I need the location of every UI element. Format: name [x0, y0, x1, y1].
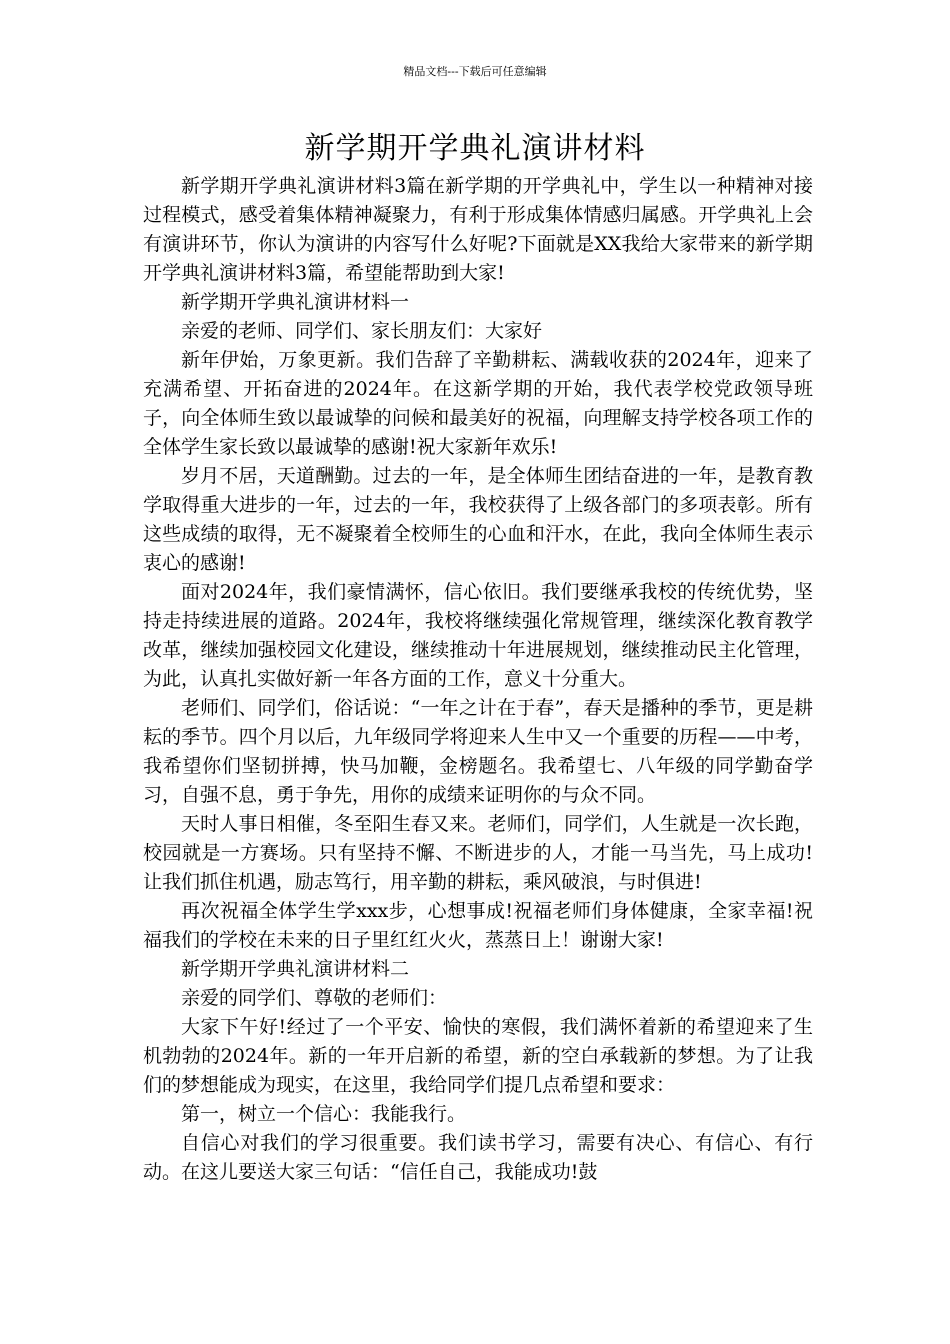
- body-paragraph: 大家下午好!经过了一个平安、愉快的寒假，我们满怀着新的希望迎来了生机勃勃的2024年。新的一年开启新的希望，新的空白承载新的梦想。为了让我们的梦想能成为现实，在这里，我给同学们提几点希望和要求：: [143, 1016, 813, 1096]
- body-paragraph: 面对2024年，我们豪情满怀，信心依旧。我们要继承我校的传统优势，坚持走持续进展的道路。2024年，我校将继续强化常规管理，继续深化教育教学改革，继续加强校园文化建设，继续推动十年进展规划，继续推动民主化管理，为此，认真扎实做好新一年各方面的工作，意义十分重大。: [143, 581, 813, 690]
- section-heading-one: 新学期开学典礼演讲材料一: [181, 291, 410, 313]
- body-paragraph: 天时人事日相催，冬至阳生春又来。老师们，同学们，人生就是一次长跑，校园就是一方赛场。只有坚持不懈、不断进步的人，才能一马当先，马上成功!让我们抓住机遇，励志笃行，用辛勤的耕耘，乘风破浪，与时俱进!: [143, 813, 813, 893]
- intro-paragraph: 新学期开学典礼演讲材料3篇在新学期的开学典礼中，学生以一种精神对接过程模式，感受着集体精神凝聚力，有利于形成集体情感归属感。开学典礼上会有演讲环节，你认为演讲的内容写什么好呢?下面就是XX我给大家带来的新学期开学典礼演讲材料3篇，希望能帮助到大家!: [143, 175, 813, 284]
- page-header: 精品文档---下载后可任意编辑: [403, 65, 547, 78]
- body-paragraph: 老师们、同学们，俗话说：“一年之计在于春”，春天是播种的季节，更是耕耘的季节。四个月以后，九年级同学将迎来人生中又一个重要的历程——中考，我希望你们坚韧拼搏，快马加鞭，金榜题名。我希望七、八年级的同学勤奋学习，自强不息，勇于争先，用你的成绩来证明你的与众不同。: [143, 697, 813, 806]
- salutation-two: 亲爱的同学们、尊敬的老师们：: [181, 987, 448, 1009]
- section-heading-two: 新学期开学典礼演讲材料二: [181, 958, 410, 980]
- body-paragraph: 自信心对我们的学习很重要。我们读书学习，需要有决心、有信心、有行动。在这儿要送大家三句话：“信任自己，我能成功!鼓: [143, 1132, 813, 1183]
- salutation-one: 亲爱的老师、同学们、家长朋友们：大家好: [181, 320, 543, 342]
- document-body: [143, 172, 813, 1187]
- document-title: 新学期开学典礼演讲材料: [304, 131, 646, 166]
- body-paragraph: 新年伊始，万象更新。我们告辞了辛勤耕耘、满载收获的2024年，迎来了充满希望、开拓奋进的2024年。在这新学期的开始，我代表学校党政领导班子，向全体师生致以最诚挚的问候和最美好的祝福，向理解支持学校各项工作的全体学生家长致以最诚挚的感谢!祝大家新年欢乐!: [143, 349, 813, 458]
- body-paragraph: 再次祝福全体学生学xxx步，心想事成!祝福老师们身体健康，全家幸福!祝福我们的学校在未来的日子里红红火火，蒸蒸日上！谢谢大家!: [143, 900, 813, 951]
- body-paragraph: 第一，树立一个信心：我能我行。: [181, 1103, 467, 1125]
- body-paragraph: 岁月不居，天道酬勤。过去的一年，是全体师生团结奋进的一年，是教育教学取得重大进步的一年，过去的一年，我校获得了上级各部门的多项表彰。所有这些成绩的取得，无不凝聚着全校师生的心血和汗水，在此，我向全体师生表示衷心的感谢!: [143, 465, 813, 574]
